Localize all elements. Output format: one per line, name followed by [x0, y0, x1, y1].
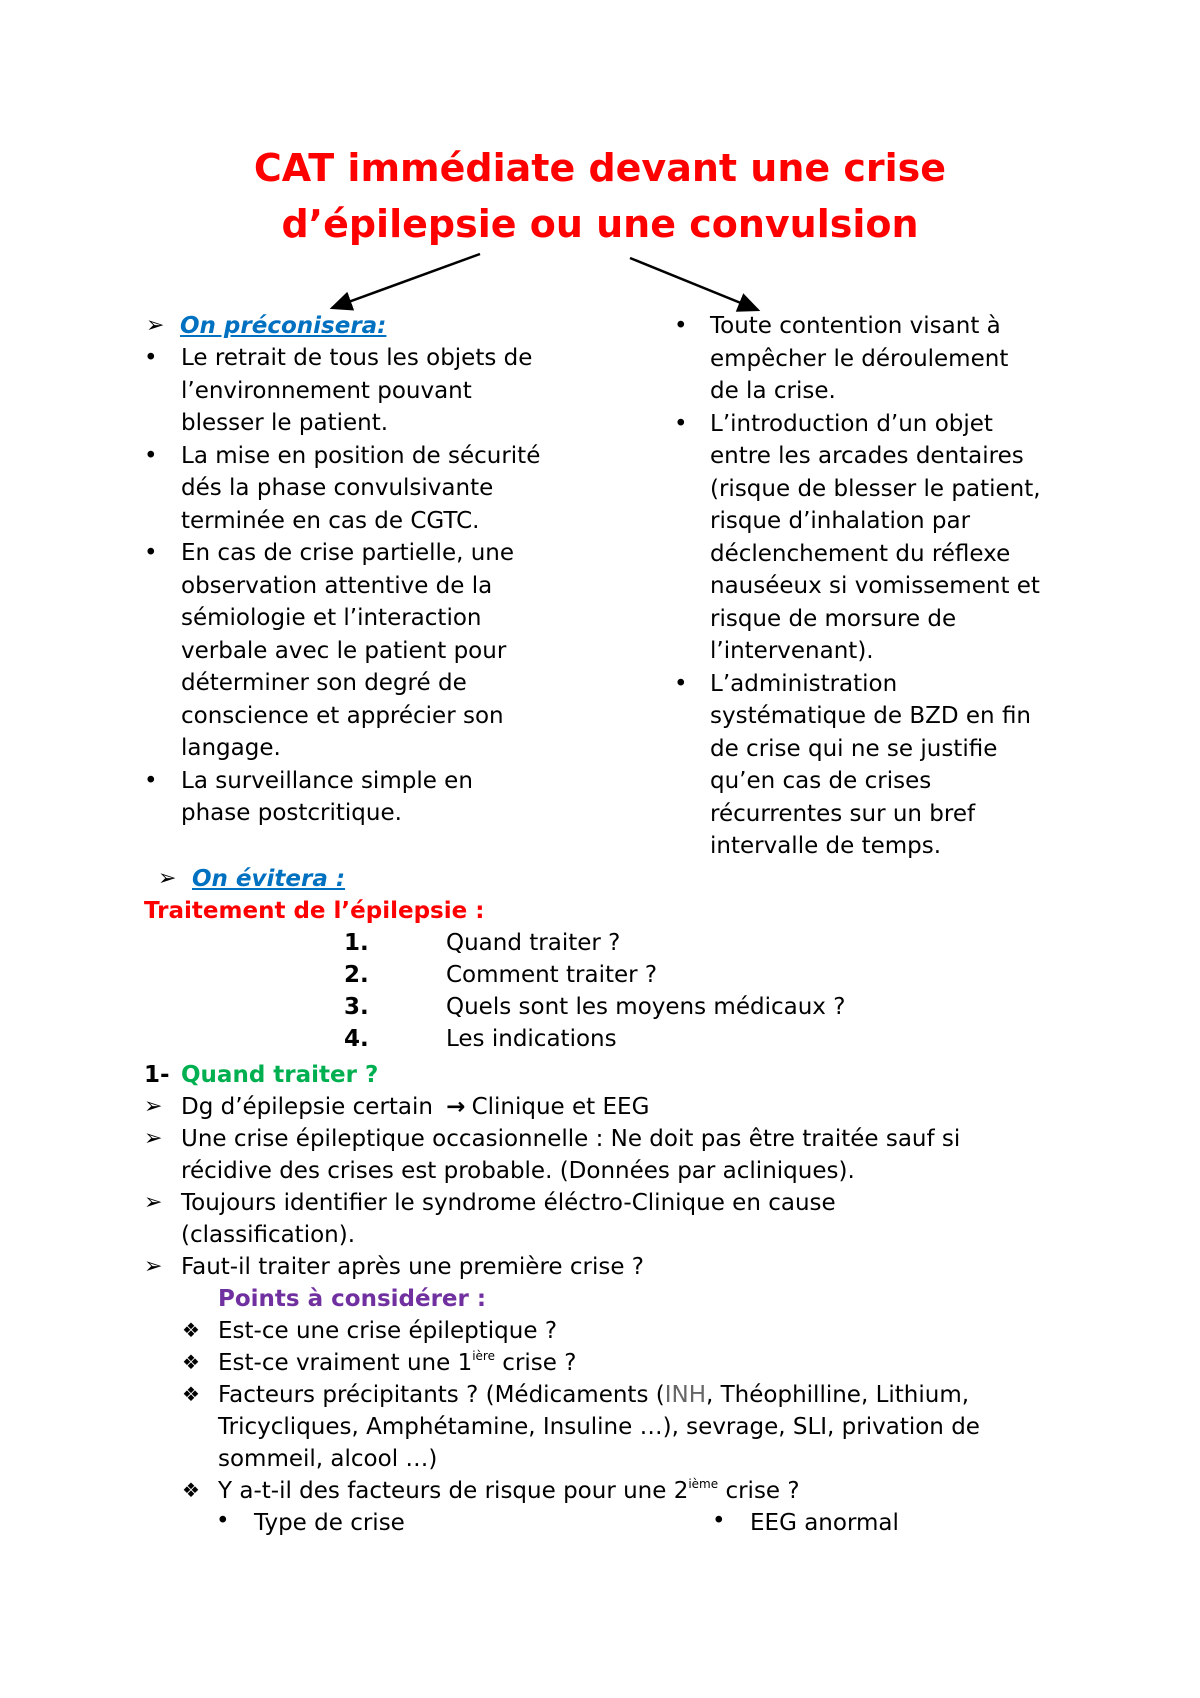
bullet-identify-l1: Toujours identifier le syndrome éléctro-Clinique en cause [181, 1190, 836, 1216]
point-2-end: crise ? [494, 1350, 577, 1376]
list-item-line: La surveillance simple en [181, 767, 473, 794]
section-title: Quand traiter ? [181, 1062, 379, 1088]
title-arrows [0, 0, 1200, 340]
list-item-line: dés la phase convulsivante [181, 475, 494, 501]
arrow-bullet-icon: ➢ [158, 866, 177, 891]
list-item-line: qu’en cas de crises [710, 768, 932, 794]
numbered-item-text: Comment traiter ? [446, 962, 658, 988]
numbered-item-text: Quand traiter ? [446, 930, 621, 956]
bullet-dot-icon: • [144, 540, 158, 566]
numbered-item-number: 4. [344, 1026, 369, 1052]
bullet-dot-icon: • [674, 410, 688, 437]
bullet-occasional-l2: récidive des crises est probable. (Données par acliniques). [181, 1158, 855, 1184]
list-item-line: L’administration [710, 670, 898, 697]
list-item-line: risque de morsure de [710, 605, 957, 632]
list-item-line: nauséeux si vomissement et [710, 573, 1040, 599]
bullet-dot-icon: • [144, 345, 158, 371]
sub-item-eeg: EEG anormal [750, 1510, 899, 1536]
point-4 [218, 1475, 800, 1507]
bullet-identify-l2: (classification). [181, 1222, 356, 1248]
list-item-line: entre les arcades dentaires [710, 443, 1024, 469]
point-2-sup: ière [472, 1349, 495, 1363]
right-arrow-icon: → [446, 1094, 466, 1120]
numbered-item-text: Les indications [446, 1026, 617, 1052]
point-4-text: Y a-t-il des facteurs de risque pour une 2 [218, 1478, 689, 1504]
diagnosis-method: Clinique et EEG [471, 1094, 650, 1120]
list-item-line: verbale avec le patient pour [181, 637, 507, 664]
list-item-line: sémiologie et l’interaction [181, 605, 482, 631]
list-item-line: récurrentes sur un bref [710, 800, 976, 827]
title-line-2: d’épilepsie ou une convulsion [281, 202, 919, 246]
numbered-item-text: Quels sont les moyens médicaux ? [446, 994, 846, 1020]
arrow-bullet-icon: ➢ [144, 1254, 163, 1279]
point-2 [218, 1347, 576, 1379]
diagnosis-text: Dg d’épilepsie certain [181, 1094, 433, 1120]
list-item-line: langage. [181, 735, 281, 761]
list-item-line: déclenchement du réflexe [710, 540, 1011, 567]
bullet-dot-icon: • [144, 442, 158, 469]
point-3-l3: sommeil, alcool …) [218, 1446, 438, 1472]
diamond-bullet-icon: ❖ [182, 1350, 200, 1374]
point-3-text: Facteurs précipitants ? (Médicaments ( [218, 1382, 665, 1408]
sub-item-crisis-type: Type de crise [254, 1510, 405, 1536]
treatment-heading: Traitement de l’épilepsie : [144, 898, 485, 924]
list-item-line: l’environnement pouvant [181, 377, 472, 404]
list-item-line: déterminer son degré de [181, 670, 467, 696]
point-3-text-b: , Théophilline, Lithium, [706, 1382, 970, 1408]
section-number: 1- [144, 1062, 170, 1088]
list-item-line: conscience et apprécier son [181, 702, 504, 729]
diamond-bullet-icon: ❖ [182, 1478, 200, 1502]
preconise-heading: On préconisera: [180, 313, 387, 339]
arrow-bullet-icon: ➢ [144, 1094, 163, 1119]
numbered-item-number: 2. [344, 962, 369, 988]
list-item-line: observation attentive de la [181, 572, 493, 599]
arrow-bullet-icon: ➢ [144, 1190, 163, 1215]
arrow-bullet-icon: ➢ [146, 313, 165, 338]
list-item-line: La mise en position de sécurité [181, 442, 541, 469]
numbered-item-number: 3. [344, 994, 369, 1020]
list-item-line: blesser le patient. [181, 410, 389, 436]
bullet-dot-icon: • [144, 767, 158, 794]
diamond-bullet-icon: ❖ [182, 1318, 200, 1342]
point-3-inh: INH [664, 1382, 707, 1408]
arrow-bullet-icon: ➢ [144, 1126, 163, 1151]
list-item-line: systématique de BZD en fin [710, 703, 1032, 729]
small-bullet-icon: • [712, 1508, 726, 1534]
list-item-line: de la crise. [710, 378, 836, 404]
list-item-line: intervalle de temps. [710, 833, 942, 859]
numbered-item-number: 1. [344, 930, 369, 956]
list-item-line: terminée en cas de CGTC. [181, 507, 480, 534]
list-item-line: de crise qui ne se justifie [710, 735, 998, 762]
bullet-dot-icon: • [674, 670, 688, 697]
point-4-end: crise ? [718, 1478, 800, 1504]
point-1: Est-ce une crise épileptique ? [218, 1318, 558, 1344]
bullet-occasional-l1: Une crise épileptique occasionnelle : Ne doit pas être traitée sauf si [181, 1126, 961, 1152]
bullet-diagnosis [181, 1091, 649, 1123]
arrow-left-icon [332, 254, 480, 308]
small-bullet-icon: • [216, 1508, 230, 1534]
point-3-l1 [218, 1379, 969, 1411]
list-item-line: risque d’inhalation par [710, 508, 971, 534]
list-item-line: Toute contention visant à [710, 313, 1001, 339]
point-2-text: Est-ce vraiment une 1 [218, 1350, 473, 1376]
bullet-dot-icon: • [674, 313, 688, 339]
avoid-heading: On évitera : [192, 866, 346, 892]
diamond-bullet-icon: ❖ [182, 1382, 200, 1406]
point-3-l2: Tricycliques, Amphétamine, Insuline …), sevrage, SLI, privation de [218, 1414, 980, 1440]
list-item-line: (risque de blesser le patient, [710, 475, 1041, 502]
list-item-line: Le retrait de tous les objets de [181, 345, 533, 371]
point-4-sup: ième [688, 1477, 719, 1491]
points-heading: Points à considérer : [218, 1286, 487, 1312]
list-item-line: En cas de crise partielle, une [181, 540, 515, 566]
list-item-line: l’intervenant). [710, 638, 874, 664]
bullet-first-crisis: Faut-il traiter après une première crise ? [181, 1254, 644, 1280]
arrow-right-icon [630, 258, 758, 310]
title-line-1: CAT immédiate devant une crise [253, 146, 947, 190]
list-item-line: phase postcritique. [181, 800, 402, 826]
list-item-line: L’introduction d’un objet [710, 410, 993, 437]
list-item-line: empêcher le déroulement [710, 345, 1009, 372]
